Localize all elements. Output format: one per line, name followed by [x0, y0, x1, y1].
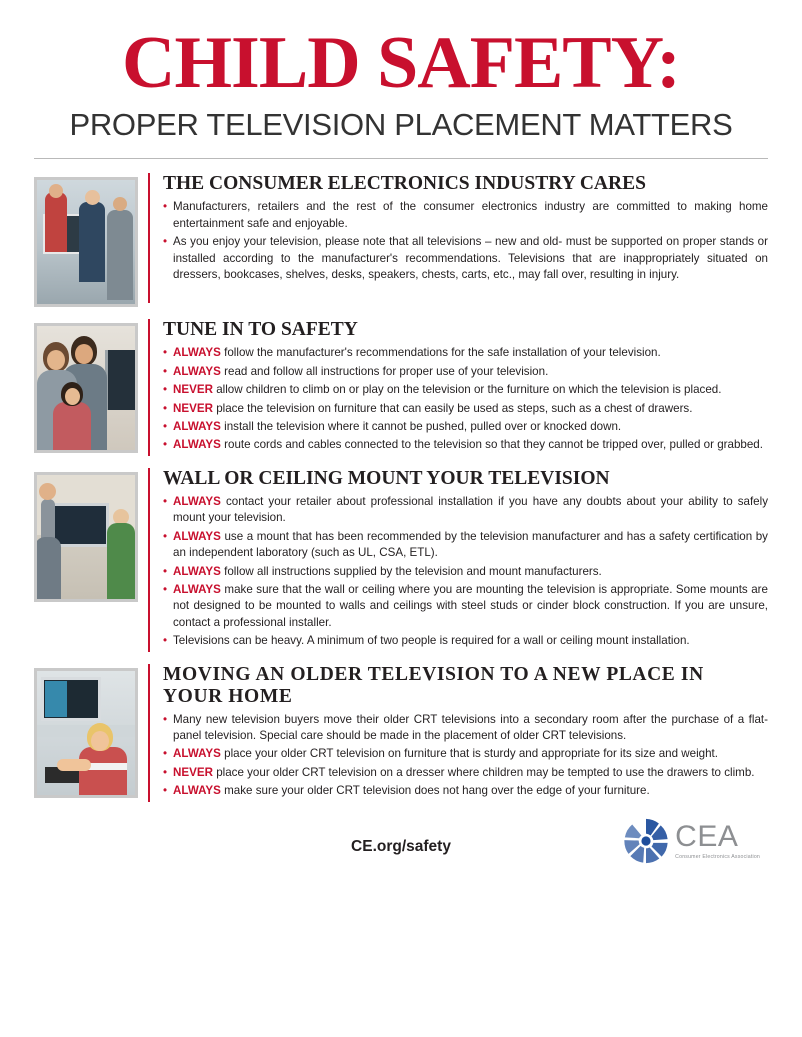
- cea-logo: [623, 818, 760, 864]
- bullet-keyword: ALWAYS: [173, 784, 221, 798]
- bullet-keyword: ALWAYS: [173, 346, 221, 360]
- bullet-text: As you enjoy your television, please note that all televisions – new and old- must be supported on proper stands or installed according to the manufacturer's recommendations. Televisions that are inappropriately situated on dressers, bookcases, shelves, desks, speakers, chests, carts, etc., may fall over, resulting in injury.: [173, 235, 768, 282]
- cea-starburst-icon: [623, 818, 669, 864]
- bullet-keyword: ALWAYS: [173, 364, 221, 378]
- list-item: [163, 712, 768, 745]
- page-title: CHILD SAFETY:: [122, 22, 680, 104]
- list-item: [163, 783, 768, 799]
- section-body: [148, 664, 768, 802]
- bullet-text: Televisions can be heavy. A minimum of two people is required for a wall or ceiling mount installation.: [173, 634, 690, 648]
- list-item: [163, 765, 768, 781]
- poster-footer: [34, 816, 768, 878]
- section-wall-or-ceiling-mount: [34, 468, 768, 652]
- list-item: [163, 437, 768, 453]
- bullet-text: follow the manufacturer's recommendations for the safe installation of your television.: [224, 346, 661, 360]
- bullet-text: use a mount that has been recommended by the television manufacturer and has a safety certification by an independent laboratory (such as UL, CSA, ETL).: [173, 529, 768, 560]
- bullet-keyword: ALWAYS: [173, 564, 221, 578]
- bullet-text: allow children to climb on or play on the television or the furniture on which the television is placed.: [216, 383, 722, 397]
- list-item: [163, 582, 768, 631]
- bullet-text: Many new television buyers move their older CRT televisions into a secondary room after the purchase of a flat-panel television. Special care should be made in the placement of older CRT televisions.: [173, 712, 768, 742]
- bullet-keyword: ALWAYS: [173, 494, 221, 508]
- bullet-keyword: ALWAYS: [173, 529, 221, 543]
- bullet-text: Manufacturers, retailers and the rest of the consumer electronics industry are committed to making home entertainment safe and enjoyable.: [173, 200, 768, 230]
- section-tune-in-to-safety: [34, 319, 768, 456]
- bullet-keyword: NEVER: [173, 383, 213, 397]
- bullet-text: make sure your older CRT television does not hang over the edge of your furniture.: [224, 784, 650, 798]
- bullet-text: route cords and cables connected to the television so that they cannot be tripped over, pulled or grabbed.: [224, 438, 763, 452]
- list-item: [163, 234, 768, 283]
- list-item: [163, 401, 768, 417]
- retail-store-television-shopping-photo: [34, 177, 138, 307]
- section-title: MOVING AN OLDER TELEVISION TO A NEW PLACE IN YOUR HOME: [163, 663, 704, 707]
- section-body: [148, 173, 768, 303]
- bullet-keyword: ALWAYS: [173, 747, 221, 761]
- bullet-keyword: ALWAYS: [173, 583, 221, 597]
- bullet-keyword: ALWAYS: [173, 438, 221, 452]
- section-title: TUNE IN TO SAFETY: [163, 319, 358, 341]
- bullet-text: contact your retailer about professional installation if you have any doubts about your ability to safely mount your television.: [173, 494, 768, 525]
- section-body: [148, 319, 768, 456]
- list-item: [163, 419, 768, 435]
- list-item: [163, 364, 768, 380]
- thumbnail-column: [34, 173, 148, 307]
- section-bullet-list: [163, 712, 768, 800]
- cea-logo-text: [675, 819, 760, 860]
- bullet-text: place your older CRT television on a dresser where children may be tempted to use the drawers to climb.: [216, 765, 755, 779]
- section-title: WALL OR CEILING MOUNT YOUR TELEVISION: [163, 467, 610, 489]
- child-reaching-toward-crt-television-photo: [34, 668, 138, 798]
- bullet-keyword: NEVER: [173, 401, 213, 415]
- list-item: [163, 564, 768, 580]
- bullet-keyword: NEVER: [173, 765, 213, 779]
- list-item: [163, 382, 768, 398]
- list-item: [163, 345, 768, 361]
- header-divider: [34, 158, 768, 159]
- wall-mounting-flat-panel-television-photo: [34, 472, 138, 602]
- thumbnail-column: [34, 468, 148, 602]
- list-item: [163, 199, 768, 232]
- cea-wordmark: CEA: [675, 819, 739, 853]
- poster-header: [34, 22, 768, 143]
- thumbnail-column: [34, 319, 148, 453]
- section-title: THE CONSUMER ELECTRONICS INDUSTRY CARES: [163, 173, 646, 195]
- list-item: [163, 529, 768, 562]
- bullet-text: install the television where it cannot be pushed, pulled over or knocked down.: [224, 420, 622, 434]
- section-bullet-list: [163, 494, 768, 650]
- bullet-text: place your older CRT television on furniture that is sturdy and appropriate for its size and weight.: [224, 747, 718, 761]
- list-item: [163, 633, 768, 649]
- section-moving-older-television: [34, 664, 768, 802]
- family-watching-television-photo: [34, 323, 138, 453]
- thumbnail-column: [34, 664, 148, 798]
- bullet-text: place the television on furniture that can easily be used as steps, such as a chest of drawers.: [216, 401, 693, 415]
- bullet-text: make sure that the wall or ceiling where you are mounting the television is appropriate. Some mounts are not designed to be mounted to walls and ceilings with steel studs or cinder block construction. If you are unsure, contact a professional installer.: [173, 583, 768, 629]
- list-item: [163, 494, 768, 527]
- list-item: [163, 746, 768, 762]
- cea-tagline: Consumer Electronics Association: [675, 853, 760, 860]
- bullet-text: follow all instructions supplied by the television and mount manufacturers.: [224, 564, 602, 578]
- bullet-keyword: ALWAYS: [173, 420, 221, 434]
- section-consumer-electronics-industry-cares: [34, 173, 768, 307]
- page-subtitle: PROPER TELEVISION PLACEMENT MATTERS: [69, 107, 733, 143]
- section-bullet-list: [163, 345, 768, 454]
- section-body: [148, 468, 768, 652]
- website-url[interactable]: CE.org/safety: [351, 837, 451, 855]
- bullet-text: read and follow all instructions for proper use of your television.: [224, 364, 549, 378]
- section-bullet-list: [163, 199, 768, 283]
- sections-container: [34, 173, 768, 801]
